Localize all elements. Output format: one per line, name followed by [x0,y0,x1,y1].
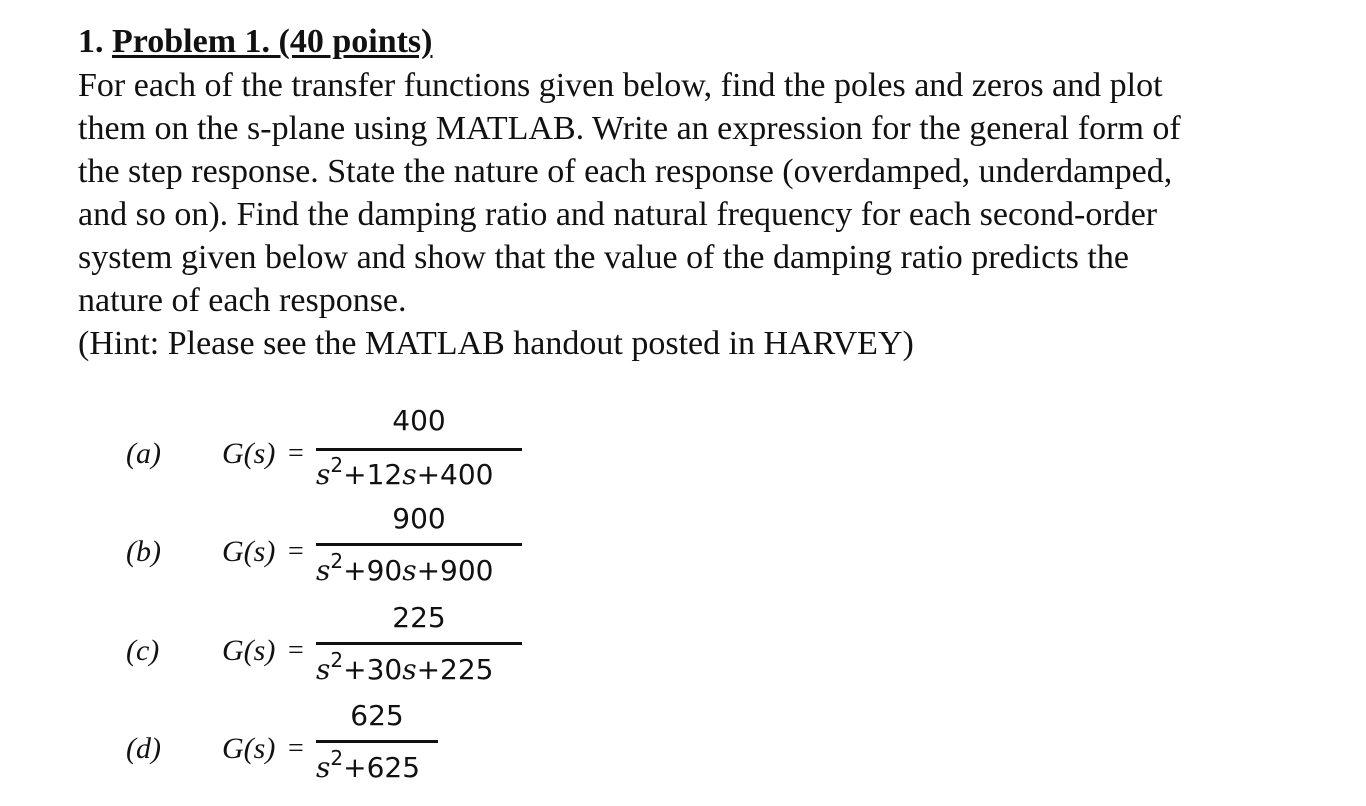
numerator: 400 [392,404,446,437]
equals-sign: = [288,438,304,469]
equation-label: (a) [126,437,161,470]
equals-sign: = [288,635,304,666]
hint-line: (Hint: Please see the MATLAB handout posted in HARVEY) [78,325,914,362]
transfer-function-lhs: G(s) [222,535,276,568]
fraction-bar [316,448,522,451]
problem-title: Problem 1. (40 points) [112,23,433,60]
fraction-bar [316,642,522,645]
equation-label: (b) [126,535,161,568]
transfer-function-lhs: G(s) [222,634,276,667]
equals-sign: = [288,733,304,764]
statement-line: them on the s-plane using MATLAB. Write an expression for the general form of [78,110,1181,147]
problem-statement [78,64,1338,365]
statement-line: nature of each response. [78,282,407,319]
denominator: $s^2+90s+900$ [316,549,494,587]
fraction-bar [316,740,438,743]
numerator: 225 [392,601,446,634]
equation-c [0,601,700,687]
transfer-function-lhs: G(s) [222,732,276,765]
equation-a [0,404,700,490]
equation-label: (d) [126,732,161,765]
problem-heading [78,22,432,62]
denominator: $s^2+30s+225$ [316,648,494,686]
statement-line: the step response. State the nature of each response (overdamped, underdamped, [78,153,1173,190]
equation-label: (c) [126,634,160,667]
equals-sign: = [288,536,304,567]
statement-line: system given below and show that the value of the damping ratio predicts the [78,239,1129,276]
statement-line: and so on). Find the damping ratio and natural frequency for each second-order [78,196,1158,233]
statement-line: For each of the transfer functions given below, find the poles and zeros and plot [78,67,1163,104]
numerator: 625 [350,699,404,732]
problem-number: 1. [78,23,104,60]
fraction-bar [316,543,522,546]
equation-b [0,502,700,588]
denominator: $s^2+12s+400$ [316,453,494,491]
numerator: 900 [392,502,446,535]
transfer-function-lhs: G(s) [222,437,276,470]
denominator: $s^2+625$ [316,746,421,784]
equation-d [0,699,700,785]
